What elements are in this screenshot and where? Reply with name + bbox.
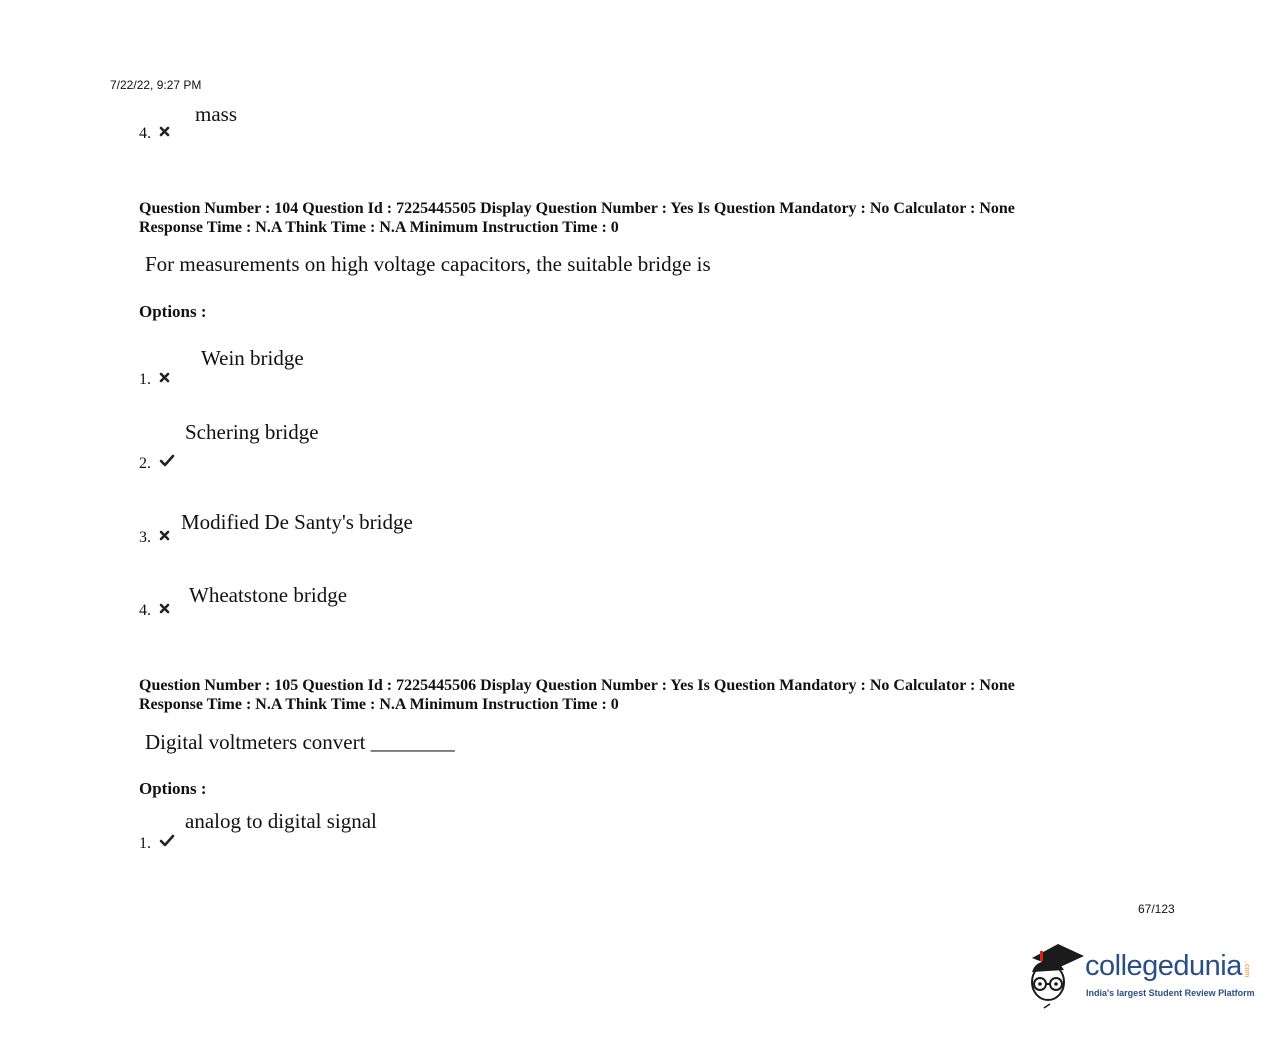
option-number-label: 1. — [139, 835, 151, 852]
option-number — [139, 125, 170, 143]
question-meta-line2: Response Time : N.A Think Time : N.A Minimum Instruction Time : 0 — [139, 696, 619, 713]
option-number — [139, 454, 175, 473]
option-text: mass — [195, 102, 237, 126]
check-icon — [159, 834, 175, 847]
option-number-label: 2. — [139, 455, 151, 472]
options-label: Options : — [139, 302, 207, 321]
check-icon — [159, 454, 175, 467]
cross-icon — [159, 603, 170, 614]
option-number — [139, 834, 175, 853]
option-number-label: 4. — [139, 125, 151, 142]
page-number: 67/123 — [1138, 902, 1175, 916]
option-number-label: 4. — [139, 602, 151, 619]
options-label: Options : — [139, 779, 207, 798]
option-number — [139, 602, 170, 620]
question-text: Digital voltmeters convert ________ — [145, 730, 455, 754]
option-number — [139, 529, 170, 547]
cross-icon — [159, 126, 170, 137]
option-text: Modified De Santy's bridge — [181, 510, 413, 534]
option-text: Wein bridge — [201, 346, 304, 370]
question-meta-line1: Question Number : 105 Question Id : 7225445506 Display Question Number : Yes Is Question Mandatory : No Calculator : None — [139, 677, 1015, 694]
logo-suffix-text: .com — [1243, 962, 1250, 978]
question-meta-line1: Question Number : 104 Question Id : 7225445505 Display Question Number : Yes Is Question Mandatory : No Calculator : None — [139, 200, 1015, 217]
option-number-label: 3. — [139, 529, 151, 546]
cross-icon — [159, 372, 170, 383]
option-number — [139, 371, 170, 389]
option-text: Wheatstone bridge — [189, 583, 348, 607]
print-timestamp: 7/22/22, 9:27 PM — [110, 78, 202, 92]
question-meta-line2: Response Time : N.A Think Time : N.A Minimum Instruction Time : 0 — [139, 219, 619, 236]
question-text: For measurements on high voltage capacitors, the suitable bridge is — [145, 252, 711, 276]
option-text: analog to digital signal — [185, 809, 377, 833]
option-text: Schering bridge — [185, 420, 319, 444]
logo-tagline: India's largest Student Review Platform — [1086, 988, 1255, 998]
logo-brand-text: collegedunia — [1085, 950, 1242, 982]
option-number-label: 1. — [139, 371, 151, 388]
cross-icon — [159, 530, 170, 541]
